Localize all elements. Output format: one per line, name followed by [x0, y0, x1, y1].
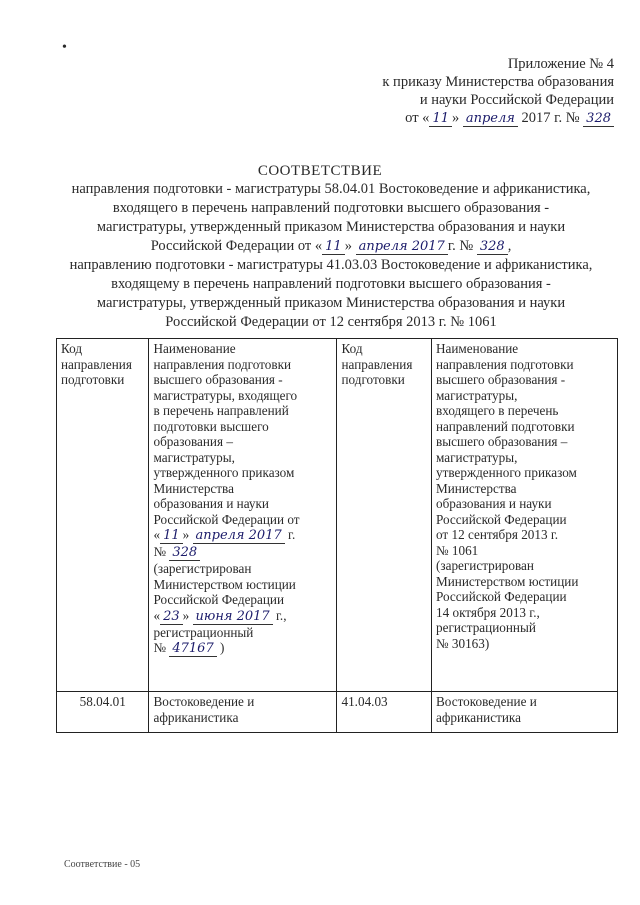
header-day-handwritten: 11 [160, 529, 183, 544]
header-name-new-text: Наименование направления подготовки высшего образования - магистратуры, входящего в перечень направлений подготовки высшего образования – магистратуры, утвержденного приказом Министерства образования и науки Российской Федерации от « [153, 341, 300, 542]
appendix-line-2: к приказу Министерства образования [382, 74, 614, 90]
row-name-new: Востоковедение и африканистика [149, 692, 337, 733]
date-prefix: от « [405, 110, 430, 126]
intro-line-4-suffix: , [507, 238, 512, 254]
reg-month-handwritten: июня 2017 [193, 610, 273, 625]
intro-line-1: направления подготовки - магистратуры 58.04.01 Востоковедение и африканистика, [71, 181, 591, 197]
date-year: 2017 г. № [521, 110, 580, 126]
intro-month-handwritten: апреля 2017 [356, 240, 448, 255]
correspondence-table [56, 338, 618, 733]
row-name-old: Востоковедение и африканистика [432, 692, 618, 733]
table-row [57, 692, 618, 733]
header-name-new: Наименование направления подготовки высшего образования - магистратуры, входящего в перечень направлений подготовки высшего образования – магистратуры, утвержденного приказом Министерства образования и науки Российской Федерации от « 11 » апреля 2017 г. № 328 (зарегистрирован Министерством юстиции Российской Федерации « 23 » июня 2017 г., регистрационный № 47167 ) [149, 339, 337, 692]
intro-line-6: входящему в перечень направлений подготовки высшего образования - [111, 276, 551, 292]
document-title: СООТВЕТСТВИЕ [257, 163, 383, 179]
header-code-new: Код направления подготовки [57, 339, 149, 692]
intro-line-4 [46, 237, 616, 256]
page-footer: Соответствие - 05 [64, 859, 141, 870]
appendix-line-3: и науки Российской Федерации [419, 92, 614, 108]
intro-line-5: направлению подготовки - магистратуры 41.03.03 Востоковедение и африканистика, [69, 257, 593, 273]
table-header-row [57, 339, 618, 692]
appendix-line-1: Приложение № 4 [507, 56, 614, 72]
intro-line-3: магистратуры, утвержденный приказом Министерства образования и науки [96, 219, 566, 235]
header-name-old: Наименование направления подготовки высшего образования - магистратуры, входящего в перечень направлений подготовки высшего образования – магистратуры, утвержденного приказом Министерства образования и науки Российской Федерации от 12 сентября 2013 г. № 1061 (зарегистрирован Министерством юстиции Российской Федерации 14 октября 2013 г., регистрационный № 30163) [432, 339, 618, 692]
header-code-old: Код направления подготовки [337, 339, 432, 692]
intro-line-4-no: г. № [447, 238, 474, 254]
date-day-handwritten: 11 [429, 112, 452, 127]
intro-paragraph [46, 180, 616, 332]
reg-number-handwritten: 47167 [169, 642, 216, 657]
date-month-handwritten: апреля [463, 112, 518, 127]
date-mid: » [451, 110, 460, 126]
appendix-header [294, 55, 614, 127]
row-code-new: 58.04.01 [57, 692, 149, 733]
stray-mark: • [62, 40, 67, 55]
intro-line-4-prefix: Российской Федерации от « [150, 238, 323, 254]
header-registration-text: (зарегистрирован Министерством юстиции Российской Федерации « [153, 561, 296, 623]
intro-line-7: магистратуры, утвержденный приказом Министерства образования и науки [96, 295, 566, 311]
intro-line-4-mid: » [344, 238, 352, 254]
intro-number-handwritten: 328 [477, 240, 508, 255]
header-month-handwritten: апреля 2017 [193, 529, 285, 544]
intro-day-handwritten: 11 [322, 240, 345, 255]
header-number-handwritten: 328 [169, 546, 200, 561]
intro-line-2: входящего в перечень направлений подготовки высшего образования - [112, 200, 550, 216]
intro-line-8: Российской Федерации от 12 сентября 2013 г. № 1061 [165, 314, 497, 330]
order-number-handwritten: 328 [583, 112, 614, 127]
appendix-date-line [294, 109, 614, 127]
row-code-old: 41.04.03 [337, 692, 432, 733]
reg-day-handwritten: 23 [160, 610, 183, 625]
